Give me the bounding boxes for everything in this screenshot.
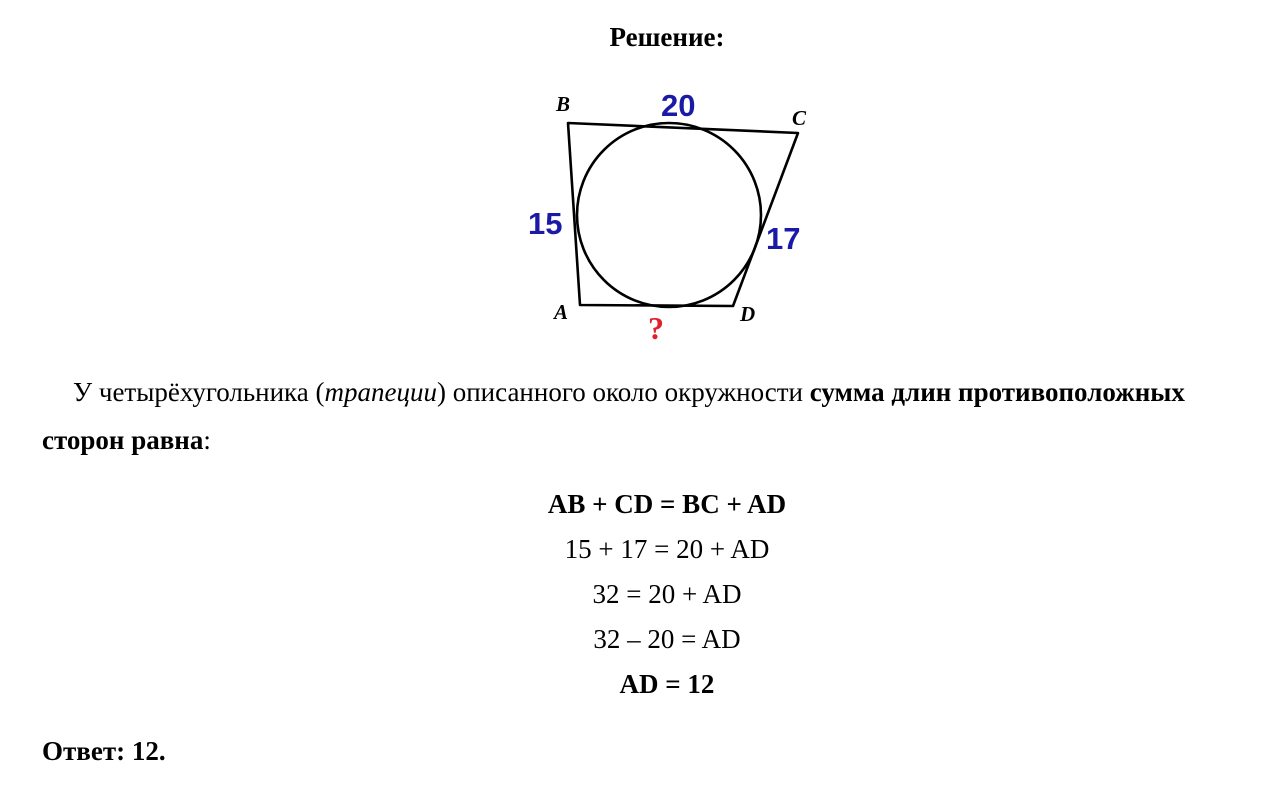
equation-line: 32 = 20 + AD [592, 579, 742, 609]
equation-line: 15 + 17 = 20 + AD [564, 534, 770, 564]
side-cd-length: 17 [766, 221, 801, 256]
answer-text: Ответ: 12. [42, 736, 166, 766]
statement-part1: У четырёхугольника ( [73, 377, 325, 407]
equation-line: AB + CD = BC + AD [547, 489, 787, 519]
statement-end: : [203, 425, 211, 455]
side-ad-unknown: ? [648, 310, 664, 346]
side-bc-length: 20 [661, 88, 696, 123]
equation-result: AD = 12 [619, 669, 715, 699]
vertex-d-label: D [740, 302, 756, 326]
statement-bold-rule: сумма длин противоположных сторон равна [42, 377, 1185, 455]
vertex-a-label: A [554, 300, 569, 324]
vertex-b-label: B [556, 92, 571, 116]
quadrilateral-figure [520, 85, 820, 350]
inscribed-circle [577, 123, 761, 307]
side-ab-length: 15 [528, 206, 563, 241]
equation-line: 32 – 20 = AD [593, 624, 741, 654]
statement-italic-term: трапеции [324, 377, 437, 407]
vertex-c-label: C [792, 106, 807, 130]
statement-paragraph [42, 368, 1222, 464]
figure-svg [520, 85, 820, 350]
solution-title: Решение: [609, 22, 725, 52]
statement-part2: ) описанного около окружности [436, 377, 810, 407]
equations-block [0, 482, 1282, 707]
